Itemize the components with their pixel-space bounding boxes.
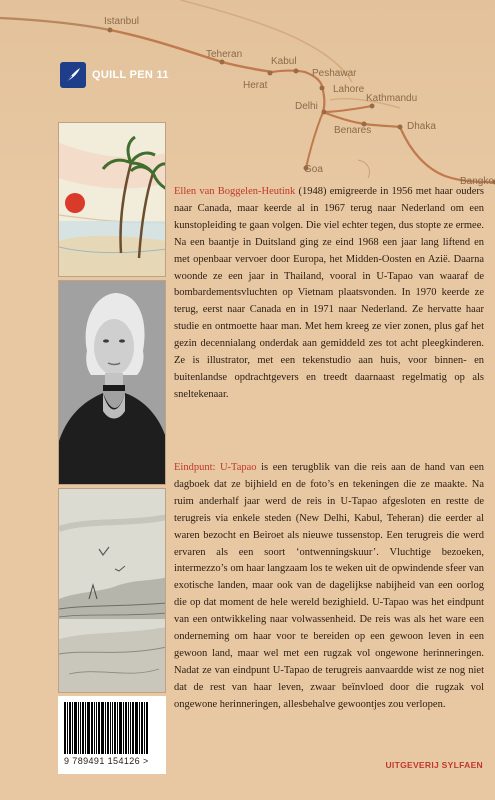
city-label: Delhi (295, 101, 318, 112)
city-label: Kabul (271, 56, 297, 67)
city-label: Goa (304, 164, 323, 175)
city-label: Dhaka (407, 121, 436, 132)
author-bio-paragraph (174, 184, 484, 404)
city-label: Teheran (206, 49, 243, 60)
city-label: Kathmandu (366, 93, 418, 104)
book-summary-text: is een terugblik van die reis aan de hand van een dagboek dat ze bijhield en de foto’s en tekeningen die ze maakte. Na ruim anderhalf jaar werd de reis in U-Tapao afgesloten en restte de terugreis via enkele steden (New Delhi, Kabul, Teheran) die eerder al waren bezocht en Beiroet als nieuwe tussenstop. Een terugreis die werd ervaren als een soort ‘ontwenningskuur’. Vluchtige bezoeken, intermezzo’s om haar langzaam los te weken uit de opwindende sfeer van exotische landen, maar ook van de dagelijkse nabijheid van een oorlog die op dat moment de hele wereld bezighield. U-Tapao was het eindpunt van een ontwikkeling naar volwassenheid. De reis was als het ware een onderneming om haar voor te bereiden op een gewoon leven in een gewoon land, maar wel met een rugzak vol ongewone herinneringen. Nadat ze van eindpunt U-Tapao de terugreis aanvaardde wist ze nog niet dat de rest van haar leven, zwaar beïnvloed door die rugzak vol ongewone herinneringen, allesbehalve gewoontjes zou verlopen. (174, 462, 484, 710)
city-label: Benares (334, 125, 372, 136)
city-label: Herat (243, 80, 268, 91)
city-label: Bangko (460, 176, 494, 187)
book-title: Eindpunt: U-Tapao (174, 462, 257, 473)
city-label: Peshawar (312, 68, 357, 79)
city-label: Lahore (333, 84, 365, 95)
isbn-barcode (58, 696, 166, 774)
author-portrait-image (58, 280, 166, 485)
series-logo (60, 62, 169, 88)
series-label: QUILL PEN 11 (92, 69, 169, 81)
city-label: Istanbul (104, 16, 140, 27)
watercolor-sunset-palms-image (58, 122, 166, 277)
author-bio-text: (1948) emigreerde in 1956 met haar ouders naar Canada, maar keerde al in 1967 terug naar Nederland om een kunstopleiding te gaan volgen. Die viel echter tegen, dus stopte ze ermee. Na een baantje in Duitsland ging ze eind 1968 een jaar lang liftend en met openbaar vervoer door Europa, het Midden-Oosten en Azië. Daarna woonde ze een jaar in Thailand, vooral in U-Tapao van waaraf de bombardementsvluchten op Vietnam plaatsvonden. In 1970 keerde ze terug, eerst naar Canada en in 1971 naar Nederland. Ze hervatte haar studie en ontmoette haar man. Met hem kreeg ze vier zonen, plus gaf het gezin decennialang onderdak aan gemiddeld zes tot acht pleegkinderen. Ze is illustrator, met een tekenstudio aan huis, voor binnen- en buitenlandse opdrachtgevers en treedt daarnaast regelmatig op als sneltekenaar. (174, 186, 484, 400)
quill-pen-icon (60, 62, 86, 88)
sketch-landscape-image (58, 488, 166, 693)
author-name: Ellen van Boggelen-Heutink (174, 186, 296, 197)
publisher-name: UITGEVERIJ SYLFAEN (385, 760, 483, 770)
isbn-number: 9 789491 154126 > (64, 756, 149, 766)
barcode-bars (64, 702, 160, 754)
book-summary-paragraph (174, 460, 484, 714)
